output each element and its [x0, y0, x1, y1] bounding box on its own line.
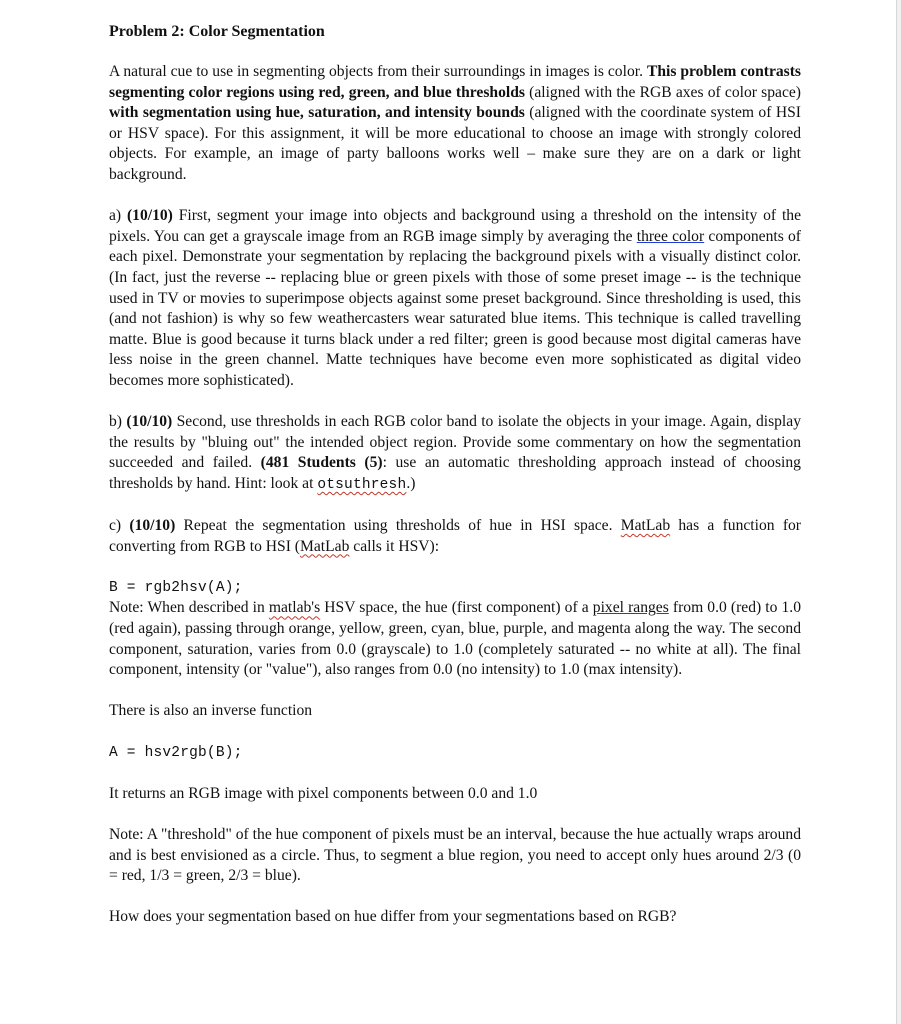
part-a-lead: a) [109, 207, 127, 225]
part-a-paragraph [109, 206, 801, 391]
document-body [109, 22, 801, 928]
note1-text-1: Note: When described in [109, 599, 269, 617]
part-c-text-3: calls it HSV): [349, 537, 440, 555]
part-a-text-1: First, segment your image into objects and background using a threshold on the intensity of the pixels. You can get a grayscale image from an RGB image simply by averaging the [109, 207, 801, 245]
part-c-text-1: Repeat the segmentation using thresholds of hue in HSI space. [175, 517, 621, 535]
problem-title: Problem 2: Color Segmentation [109, 23, 325, 40]
matlab-word-1: MatLab [620, 517, 671, 535]
final-question: How does your segmentation based on hue differ from your segmentations based on RGB? [109, 908, 677, 926]
note-threshold-paragraph: Note: A "threshold" of the hue component of pixels must be an interval, because the hue actually wraps around and is best envisioned as a circle. Thus, to segment a blue region, you need to accept only hues around 2/3 (0 = red, 1/3 = green, 2/3 = blue). [109, 825, 801, 885]
inverse-function-text: There is also an inverse function [109, 702, 313, 720]
part-b-text-2: : use an automatic thresholding approach instead of choosing thresholds by hand. Hint: look at [109, 454, 801, 492]
part-c-lead: c) [109, 517, 130, 535]
note1-text-3: from 0.0 (red) to 1.0 (red again), passing through orange, yellow, green, cyan, blue, purple, and magenta along the way. The second component, saturation, varies from 0.0 (grayscale) to 1.0 (completely saturated -- no white at all). The final component, intensity (or "value"), also ranges from 0.0 (no intensity) to 1.0 (max intensity). [109, 599, 801, 679]
intro-bold-2: with segmentation using hue, saturation, and intensity bounds [109, 104, 525, 122]
note1-text-2: HSV space, the hue (first component) of a [320, 599, 593, 617]
intro-paragraph [109, 62, 801, 186]
intro-bold-1: This problem contrasts segmenting color regions using red, green, and blue thresholds [109, 63, 801, 101]
part-b-paragraph [109, 412, 801, 495]
returns-text: It returns an RGB image with pixel components between 0.0 and 1.0 [109, 784, 538, 802]
part-a-points: (10/10) [126, 207, 173, 225]
intro-text-3: (aligned with the coordinate system of HSI or HSV space). For this assignment, it will be more educational to choose an image with strongly colored objects. For example, an image of party balloons works well – make sure they are on a dark or light background. [109, 104, 801, 183]
pixel-ranges-link[interactable]: pixel ranges [592, 599, 669, 617]
part-b-text-1: Second, use thresholds in each RGB color band to isolate the objects in your image. Again, display the results by "bluing out" the intended object region. Provide some commentary on how the segmentation succeeded and failed. [109, 413, 801, 472]
matlab-word-2: MatLab [300, 537, 350, 555]
code-hsv2rgb: A = hsv2rgb(B); [109, 744, 243, 761]
part-c-points: (10/10) [129, 517, 176, 535]
intro-text-1: A natural cue to use in segmenting objects from their surroundings in images is color. [109, 63, 647, 80]
part-c-text-2: has a function for converting from RGB to HSI ( [109, 517, 801, 555]
part-a-text-2: components of each pixel. Demonstrate your segmentation by replacing the background pixels with a visually distinct color. (In fact, just the reverse -- replacing blue or green pixels with those of some preset image -- is the technique used in TV or movies to superimpose objects against some preset background. Since thresholding is used, this (and not fashion) is why so few weathercasters wear saturated blue items. This technique is called travelling matte. Blue is good because it turns black under a red filter; green is good because most digital cameras have less noise in the green channel. Matte techniques have become even more sophisticated as digital video becomes more sophisticated). [109, 227, 802, 389]
part-b-bold: (481 Students (5) [260, 454, 383, 472]
intro-text-2: (aligned with the RGB axes of color space) [524, 83, 801, 101]
part-b-text-3: .) [406, 474, 416, 492]
otsuthresh-code: otsuthresh [317, 476, 407, 493]
note-hsv-paragraph [109, 598, 801, 680]
part-b-lead: b) [109, 413, 127, 431]
code-rgb2hsv: B = rgb2hsv(A); [109, 579, 243, 596]
matlabs-word: matlab's [268, 599, 321, 617]
part-c-paragraph [109, 516, 801, 557]
part-b-points: (10/10) [126, 413, 173, 431]
three-color-link[interactable]: three color [636, 227, 705, 245]
